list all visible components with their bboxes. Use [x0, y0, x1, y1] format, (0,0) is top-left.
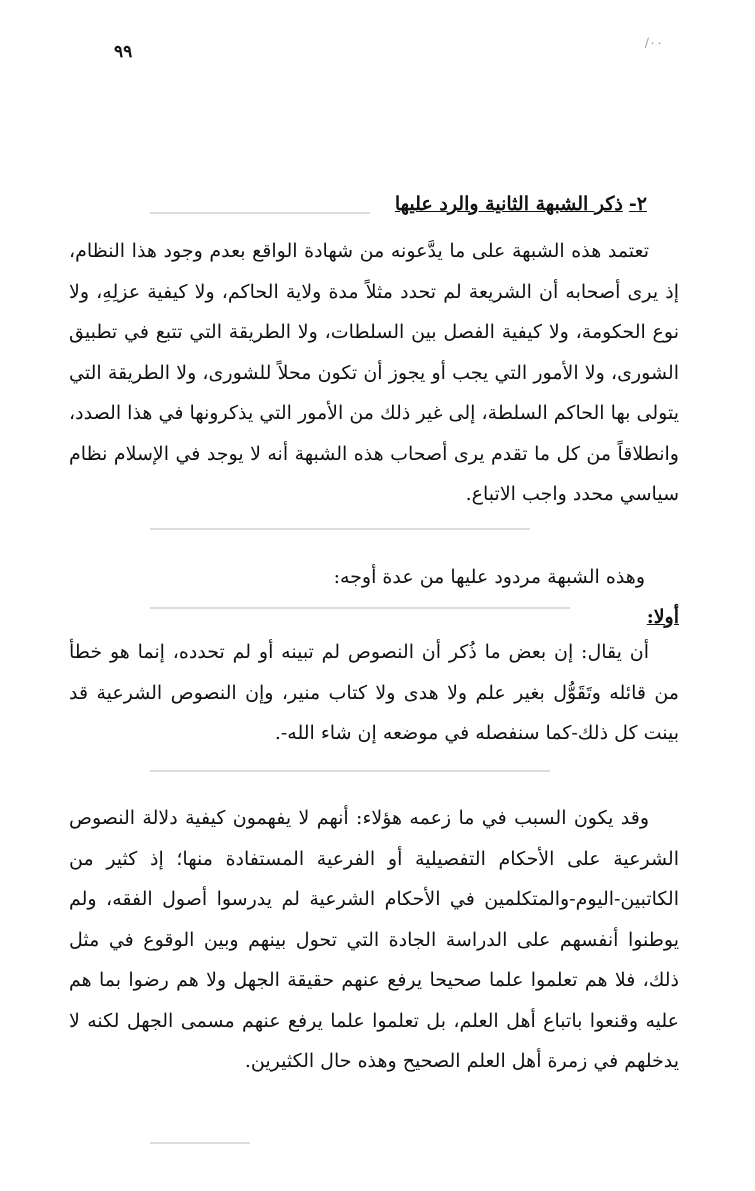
section-number: ٢- — [628, 193, 647, 215]
scan-artifact — [150, 607, 570, 609]
paragraph-3: أن يقال: إن بعض ما ذُكر أن النصوص لم تبينه أو لم تحدده، إنما هو خطأ من قائله وتَقَوُّل بغير علم ولا هدى ولا كتاب منير، وإن النصوص الشرعية قد بينت كل ذلك-كما سنفصله في موضعه إن شاء الله-. — [69, 641, 679, 744]
point-label-first: أولا: — [646, 606, 679, 628]
scan-artifact — [150, 528, 530, 530]
paragraph-2: وهذه الشبهة مردود عليها من عدة أوجه: — [333, 566, 645, 588]
page-number: ٩٩ — [114, 42, 133, 62]
section-heading — [395, 193, 647, 215]
paragraph-1: تعتمد هذه الشبهة على ما يدَّعونه من شهادة الواقع بعدم وجود هذا النظام، إذ يرى أصحابه أن الشريعة لم تحدد مثلاً مدة ولاية الحاكم، ولا كيفية عزلِهِ، ولا نوع الحكومة، ولا كيفية الفصل بين السلطات، ولا الطريقة التي تتبع في تطبيق الشورى، ولا الأمور التي يجب أو يجوز أن تكون محلاً للشورى، ولا الطريقة التي يتولى بها الحاكم السلطة، إلى غير ذلك من الأمور التي يذكرونها في هذا الصدد، وانطلاقاً من كل ما تقدم يرى أصحاب هذه الشبهة أنه لا يوجد في الإسلام نظام سياسي محدد واجب الاتباع. — [69, 240, 679, 505]
corner-mark: ٠٠/ — [644, 36, 663, 51]
scan-artifact — [150, 212, 370, 214]
scan-artifact — [150, 770, 550, 772]
section-heading-text: ذكر الشبهة الثانية والرد عليها — [394, 193, 623, 215]
scan-artifact — [150, 1142, 250, 1144]
paragraph-4: وقد يكون السبب في ما زعمه هؤلاء: أنهم لا يفهمون كيفية دلالة النصوص الشرعية على الأحكام التفصيلية أو الفرعية المستفادة منها؛ إذ كثير من الكاتبين-اليوم-والمتكلمين في الأحكام الشرعية لم يدرسوا أصول الفقه، ولم يوطنوا أنفسهم على الدراسة الجادة التي تحول بينهم وبين الوقوع في مثل ذلك، فلا هم تعلموا علما صحيحا يرفع عنهم حقيقة الجهل ولا هم رضوا بما هم عليه وقنعوا باتباع أهل العلم، بل تعلموا علما يرفع عنهم مسمى الجهل لكنه لا يدخلهم في زمرة أهل العلم الصحيح وهذه حال الكثيرين. — [69, 807, 679, 1072]
